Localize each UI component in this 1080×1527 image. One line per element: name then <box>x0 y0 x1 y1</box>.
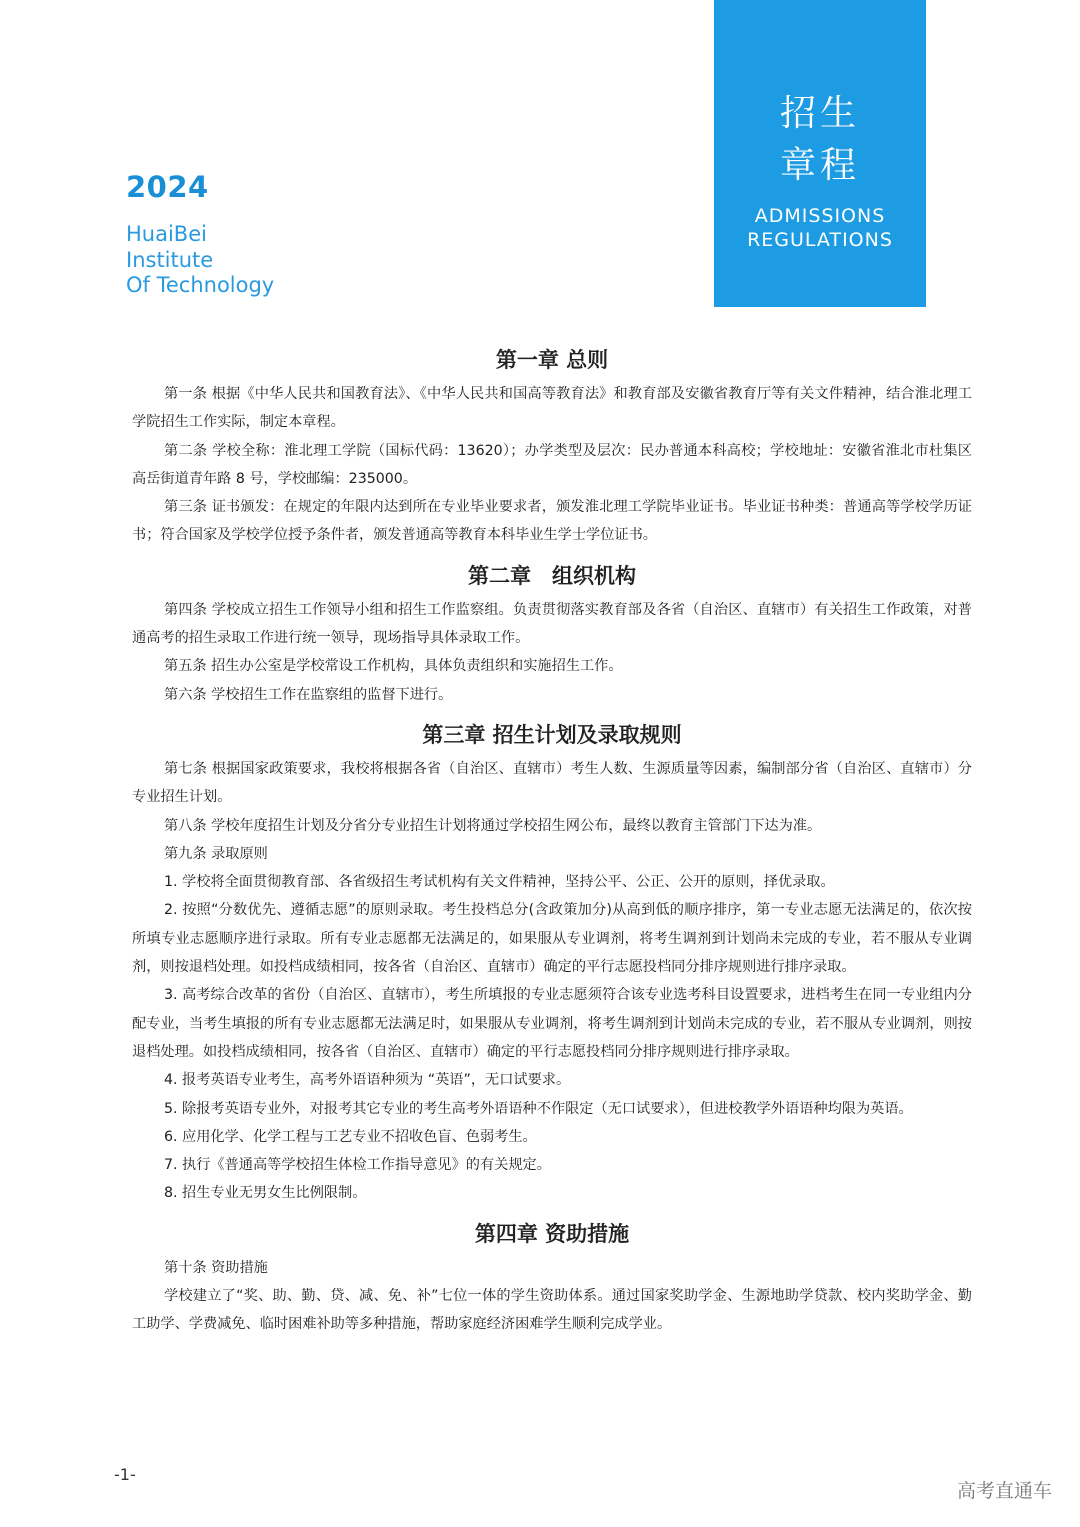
institution-name-line-1: HuaiBei <box>126 222 207 246</box>
banner-title-en-line-1: ADMISSIONS <box>754 205 886 227</box>
watermark-text: 高考直通车 <box>956 1480 1052 1502</box>
chapter-title: 第一章 总则 <box>495 348 609 372</box>
rule-1: 1. 学校将全面贯彻教育部、各省级招生考试机构有关文件精神，坚持公平、公正、公开的原则，择优录取。 <box>164 874 835 891</box>
chapter-title: 第三章 招生计划及录取规则 <box>422 722 682 747</box>
year-label: 2024 <box>126 170 209 204</box>
chapter-title: 第四章 资助措施 <box>474 1221 630 1246</box>
institution-name-line-2: Institute <box>126 247 214 272</box>
rule-8: 8. 招生专业无男女生比例限制。 <box>164 1185 367 1202</box>
banner-title-en-line-2: REGULATIONS <box>747 229 893 251</box>
rule-3: 3. 高考综合改革的省份（自治区、直辖市），考生所填报的专业志愿须符合该专业选考科目设置要求，进档考生在同一专业组内分配专业，当考生填报的所有专业志愿都无法满足时，如果服从专业调剂，将考生调剂到计划尚未完成的专业，若不服从专业调剂，则按退档处理。如投档成绩相同，按各省（自治区、直辖市）确定的平行志愿投档同分排序规则进行排序录取。 <box>132 987 972 1060</box>
rule-2: 2. 按照“分数优先、遵循志愿”的原则录取。考生投档总分(含政策加分)从高到低的顺序排序，第一专业志愿无法满足的，依次按所填专业志愿顺序进行录取。所有专业志愿都无法满足的，如果服从专业调剂，将考生调剂到计划尚未完成的专业，若不服从专业调剂，则按退档处理。如投档成绩相同，按各省（自治区、直辖市）确定的平行志愿投档同分排序规则进行排序录取。 <box>132 902 972 976</box>
article-5: 第五条 招生办公室是学校常设工作机构，具体负责组织和实施招生工作。 <box>164 658 623 675</box>
title-banner <box>714 0 926 307</box>
chapter-1 <box>132 340 972 550</box>
banner-title-cn-line-1: 招生 <box>779 93 860 134</box>
article-1: 第一条 根据《中华人民共和国教育法》、《中华人民共和国高等教育法》和教育部及安徽省教育厅等有关文件精神，结合淮北理工学院招生工作实际，制定本章程。 <box>132 386 972 431</box>
rule-7: 7. 执行《普通高等学校招生体检工作指导意见》的有关规定。 <box>164 1157 551 1174</box>
rule-4: 4. 报考英语专业考生，高考外语语种须为 “英语”，无口试要求。 <box>164 1072 571 1089</box>
article-9-heading: 第九条 录取原则 <box>164 845 268 862</box>
article-7: 第七条 根据国家政策要求，我校将根据各省（自治区、直辖市）考生人数、生源质量等因素，编制部分省（自治区、直辖市）分专业招生计划。 <box>132 760 972 806</box>
rule-5: 5. 除报考英语专业外，对报考其它专业的考生高考外语语种不作限定（无口试要求），但进校教学外语语种均限为英语。 <box>164 1100 913 1117</box>
document-header <box>126 170 274 299</box>
chapter-4 <box>132 1214 972 1339</box>
financial-aid-paragraph: 学校建立了“奖、助、勤、贷、减、免、补”七位一体的学生资助体系。通过国家奖助学金、生源地助学贷款、校内奖助学金、勤工助学、学费减免、临时困难补助等多种措施，帮助家庭经济困难学生顺利完成学业。 <box>132 1288 972 1333</box>
chapter-title: 第二章 组织机构 <box>468 563 636 588</box>
article-6: 第六条 学校招生工作在监察组的监督下进行。 <box>164 686 453 703</box>
article-4: 第四条 学校成立招生工作领导小组和招生工作监察组。负责贯彻落实教育部及各省（自治区、直辖市）有关招生工作政策，对普通高考的招生录取工作进行统一领导，现场指导具体录取工作。 <box>132 601 972 647</box>
chapter-3 <box>132 715 972 1208</box>
article-10-heading: 第十条 资助措施 <box>164 1259 268 1276</box>
page-number: -1- <box>114 1465 136 1484</box>
article-2: 第二条 学校全称：淮北理工学院（国标代码：13620）；办学类型及层次：民办普通本科高校；学校地址：安徽省淮北市杜集区高岳街道青年路 8 号，学校邮编：235000。 <box>132 442 972 487</box>
rule-6: 6. 应用化学、化学工程与工艺专业不招收色盲、色弱考生。 <box>164 1128 537 1145</box>
article-3: 第三条 证书颁发：在规定的年限内达到所在专业毕业要求者，颁发淮北理工学院毕业证书。毕业证书种类：普通高等学校学历证书；符合国家及学校学位授予条件者，颁发普通高等教育本科毕业生学士学位证书。 <box>132 499 972 544</box>
article-8: 第八条 学校年度招生计划及分省分专业招生计划将通过学校招生网公布，最终以教育主管部门下达为准。 <box>164 817 822 834</box>
document-body <box>132 340 972 1339</box>
chapter-2 <box>132 556 972 709</box>
institution-name-line-3: Of Technology <box>126 273 275 297</box>
banner-title-cn-line-2: 章程 <box>779 145 860 186</box>
